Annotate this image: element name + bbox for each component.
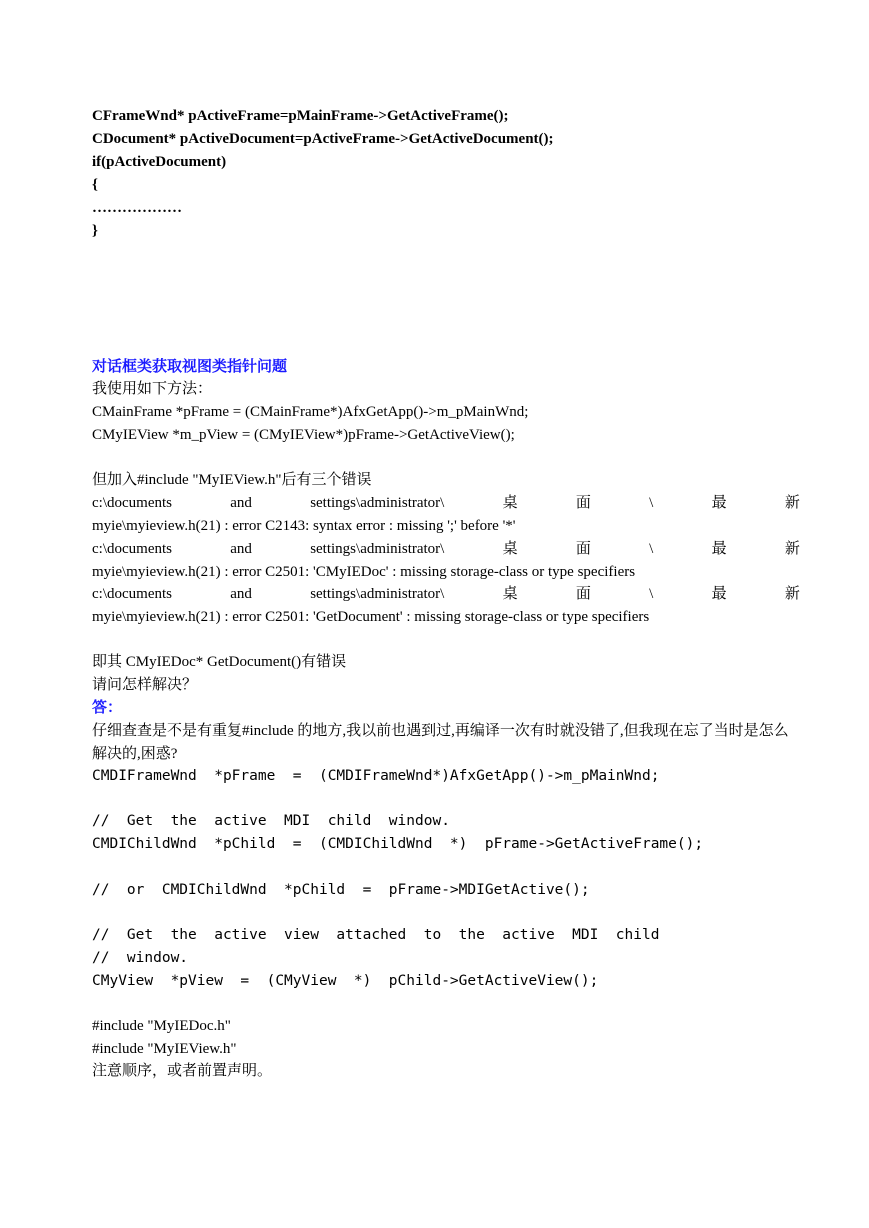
error-path-line (92, 542, 800, 557)
path-token: 桌 (502, 541, 518, 557)
answer-label: 答： (92, 700, 123, 716)
code-line: } (92, 223, 98, 239)
path-token: 新 (784, 495, 800, 511)
error-message: myie\myieview.h(21) : error C2501: 'CMyIEDoc' : missing storage-class or type specifiers (92, 564, 636, 580)
code-line: { (92, 177, 98, 193)
path-token: \ (649, 541, 654, 557)
error-path-line (92, 496, 800, 511)
path-token: 面 (575, 541, 591, 557)
code-line: CMyIEView *m_pView = (CMyIEView*)pFrame->GetActiveView(); (92, 427, 515, 443)
code-comment: // window. (92, 950, 189, 966)
error-intro: 但加入#include "MyIEView.h"后有三个错误 (92, 472, 372, 488)
include-line: #include "MyIEDoc.h" (92, 1018, 231, 1034)
code-line: if(pActiveDocument) (92, 154, 227, 170)
path-token: settings\administrator\ (310, 541, 445, 557)
path-token: settings\administrator\ (310, 586, 445, 602)
path-token: c:\documents (92, 541, 172, 557)
path-token: \ (649, 495, 654, 511)
path-token: \ (649, 586, 654, 602)
final-note: 注意顺序，或者前置声明。 (92, 1063, 273, 1079)
code-comment: // or CMDIChildWnd *pChild = pFrame->MDIGetActive(); (92, 882, 590, 898)
path-token: settings\administrator\ (310, 495, 445, 511)
code-line: CMDIChildWnd *pChild = (CMDIChildWnd *) pFrame->GetActiveFrame(); (92, 836, 704, 852)
path-token: and (230, 541, 252, 557)
error-message: myie\myieview.h(21) : error C2143: syntax error : missing ';' before '*' (92, 518, 516, 534)
error-message: myie\myieview.h(21) : error C2501: 'GetDocument' : missing storage-class or type specifiers (92, 609, 650, 625)
path-token: c:\documents (92, 586, 172, 602)
path-token: 桌 (502, 586, 518, 602)
question-text: 请问怎样解决？ (92, 677, 198, 693)
path-token: 最 (711, 541, 727, 557)
code-line: CFrameWnd* pActiveFrame=pMainFrame->GetActiveFrame(); (92, 108, 509, 124)
path-token: 新 (784, 586, 800, 602)
path-token: 面 (575, 495, 591, 511)
intro-text: 我使用如下方法： (92, 381, 213, 397)
path-token: and (230, 586, 252, 602)
path-token: 最 (711, 586, 727, 602)
summary-text: 即其 CMyIEDoc* GetDocument()有错误 (92, 654, 347, 670)
path-token: 面 (575, 586, 591, 602)
code-comment: // Get the active view attached to the active MDI child (92, 927, 660, 943)
code-line: CMDIFrameWnd *pFrame = (CMDIFrameWnd*)AfxGetApp()->m_pMainWnd; (92, 768, 660, 784)
code-line: CDocument* pActiveDocument=pActiveFrame->GetActiveDocument(); (92, 131, 554, 147)
include-line: #include "MyIEView.h" (92, 1041, 237, 1057)
path-token: 新 (784, 541, 800, 557)
path-token: 桌 (502, 495, 518, 511)
code-comment: // Get the active MDI child window. (92, 813, 450, 829)
path-token: c:\documents (92, 495, 172, 511)
code-line: CMainFrame *pFrame = (CMainFrame*)AfxGetApp()->m_pMainWnd; (92, 404, 529, 420)
code-line: CMyView *pView = (CMyView *) pChild->GetActiveView(); (92, 973, 599, 989)
path-token: and (230, 495, 252, 511)
code-line: ……………… (92, 200, 182, 216)
path-token: 最 (711, 495, 727, 511)
answer-text: 仔细查查是不是有重复#include 的地方,我以前也遇到过,再编译一次有时就没错了,但我现在忘了当时是怎么解决的,困惑? (92, 723, 789, 762)
section-title: 对话框类获取视图类指针问题 (92, 359, 288, 375)
error-path-line (92, 587, 800, 602)
